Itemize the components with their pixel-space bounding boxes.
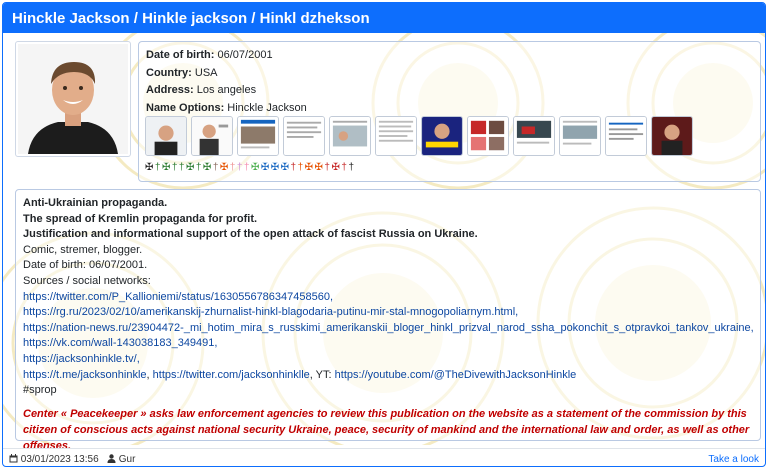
cross-marker-icon: ✠ xyxy=(280,162,290,173)
user-icon xyxy=(107,454,116,466)
cross-marker-icon: † xyxy=(324,162,330,173)
calendar-icon xyxy=(9,454,18,466)
description-line: Date of birth: 06/07/2001. xyxy=(23,259,148,272)
source-link-row xyxy=(23,336,753,352)
cross-marker-icon: † xyxy=(243,162,250,173)
description-bold-line: Anti-Ukrainian propaganda. xyxy=(23,197,168,209)
source-link-row xyxy=(23,305,753,321)
source-link-row xyxy=(23,352,753,368)
cross-marker-icon: ✠ xyxy=(314,162,323,173)
cross-markers-row xyxy=(145,162,356,173)
cross-marker-icon: ✠ xyxy=(161,162,171,173)
cross-marker-icon: ✠ xyxy=(260,162,270,173)
cross-marker-icon: † xyxy=(212,162,219,173)
hashtag: #sprop xyxy=(23,384,57,397)
source-link[interactable]: https://jacksonhinkle.tv/, xyxy=(23,352,140,365)
cross-marker-icon: ✠ xyxy=(219,162,229,173)
twitter-link[interactable]: https://twitter.com/jacksonhinklle xyxy=(152,368,310,381)
social-links-row: https://t.me/jacksonhinkle, https://twitter.com/jacksonhinklle, YT: https://youtube.com/@TheDivewithJacksonHinkle xyxy=(23,368,577,381)
cross-marker-icon: † xyxy=(195,162,202,173)
address-row: Address: Los angeles xyxy=(146,84,257,96)
publication-date: 03/01/2023 13:56 xyxy=(20,454,99,465)
evidence-thumbnail[interactable] xyxy=(145,116,187,156)
description-panel xyxy=(15,189,761,452)
cross-marker-icon: ✠ xyxy=(331,162,340,173)
description-bold-line: Justification and informational support of the open attack of fascist Russia on Ukraine. xyxy=(23,228,478,241)
cross-marker-icon: ✠ xyxy=(145,162,154,173)
cross-marker-icon: ✠ xyxy=(270,162,280,173)
evidence-thumbnail[interactable] xyxy=(559,116,601,156)
cross-marker-icon: † xyxy=(229,162,236,173)
take-a-look-link[interactable]: Take a look xyxy=(708,454,759,465)
author-name: Gur xyxy=(118,454,136,465)
cross-marker-icon: † xyxy=(178,162,185,173)
page-title: Hinckle Jackson / Hinkle jackson / Hinkl dzhekson xyxy=(3,3,765,33)
cross-marker-icon: ✠ xyxy=(304,162,314,173)
evidence-thumbnail[interactable] xyxy=(283,116,325,156)
cross-marker-icon: ✠ xyxy=(250,162,260,173)
country-row: Country: USA xyxy=(146,66,218,79)
name-options-row: Name Options: Hinckle Jackson xyxy=(146,101,307,114)
info-panel xyxy=(138,41,761,182)
evidence-thumbnail[interactable] xyxy=(375,116,417,156)
cross-marker-icon: † xyxy=(236,162,243,173)
source-link-row xyxy=(23,321,753,337)
source-link[interactable]: https://nation-news.ru/23904472-_mi_hotim_mira_s_russkimi_amerikanskii_bloger_hinkl_prizval_narod_ssha_pokonchit_s_otpravkoi_tankov_ukraine, xyxy=(23,321,754,334)
profile-card xyxy=(2,2,766,467)
evidence-thumbnail[interactable] xyxy=(651,116,693,156)
cross-marker-icon: † xyxy=(297,162,304,173)
cross-marker-icon: † xyxy=(348,162,354,173)
evidence-thumbnail[interactable] xyxy=(467,116,509,156)
description-line: Comic, stremer, blogger. xyxy=(23,243,143,256)
cross-marker-icon: † xyxy=(154,162,161,173)
cross-marker-icon: † xyxy=(171,162,178,173)
evidence-thumbnail[interactable] xyxy=(191,116,233,156)
cross-marker-icon: ✠ xyxy=(185,162,195,173)
youtube-link[interactable]: https://youtube.com/@TheDivewithJacksonHinkle xyxy=(334,368,577,381)
source-link[interactable]: https://twitter.com/P_Kallioniemi/status/1630556786347458560, xyxy=(23,290,334,303)
description-line: Sources / social networks: xyxy=(23,274,151,287)
source-link[interactable]: https://vk.com/wall-143038183_349491, xyxy=(23,337,218,350)
evidence-thumbnail[interactable] xyxy=(421,116,463,156)
evidence-thumbnail[interactable] xyxy=(329,116,371,156)
source-link-row xyxy=(23,290,753,306)
dob-row: Date of birth: 06/07/2001 xyxy=(146,49,273,61)
telegram-link[interactable]: https://t.me/jacksonhinkle xyxy=(23,368,147,381)
evidence-thumbnails xyxy=(145,116,693,156)
profile-photo[interactable] xyxy=(15,41,131,157)
card-footer xyxy=(3,448,766,467)
evidence-thumbnail[interactable] xyxy=(605,116,647,156)
description-bold-line: The spread of Kremlin propaganda for profit. xyxy=(23,212,258,225)
cross-marker-icon: ✠ xyxy=(202,162,212,173)
cross-marker-icon: † xyxy=(341,162,347,173)
peacekeeper-warning: Center « Peacekeeper » asks law enforcement agencies to review this publication on the website as a statement of the commission by this citizen of conscious acts against national security Ukraine, peace, security of mankind and the international law and order, as well as other offenses. xyxy=(23,407,750,452)
cross-marker-icon: † xyxy=(290,162,297,173)
evidence-thumbnail[interactable] xyxy=(513,116,555,156)
evidence-thumbnail[interactable] xyxy=(237,116,279,156)
source-link[interactable]: https://rg.ru/2023/02/10/amerikanskij-zhurnalist-hinkl-blagodaria-putinu-mir-stal-mnogopoliarnym.html, xyxy=(23,306,519,319)
